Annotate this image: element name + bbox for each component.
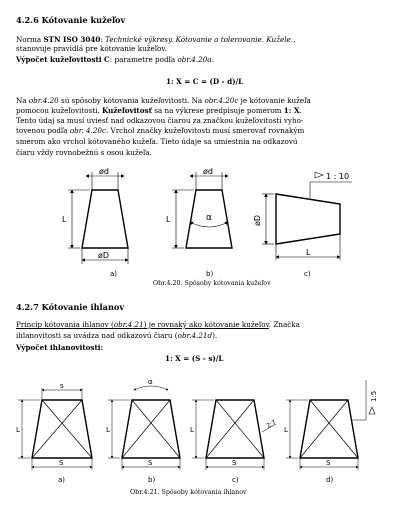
pyramid-view-c	[190, 400, 278, 484]
text-run: : parametre podľa	[109, 55, 178, 64]
text-run: Kužeľovitosť	[102, 106, 152, 115]
pyramid-calculation-label: Výpočet ihlanovitosti:	[16, 343, 104, 352]
text-run: STN ISO 3040	[43, 35, 101, 44]
text-run: . Značka	[268, 320, 300, 329]
dim-alpha-b2: α	[148, 378, 153, 386]
dim-L-d: L	[284, 426, 288, 434]
text-run: čiaru vždy rovnobežnú s osou kužeľa.	[16, 148, 152, 157]
dim-S-d: S	[326, 459, 331, 467]
dim-slope-c: 2:7	[265, 418, 278, 430]
sub-label-a: a)	[110, 270, 118, 278]
sub-label-b: b)	[206, 270, 214, 278]
taper-formula: 1: X = C = (D - d)/L	[166, 77, 244, 86]
text-run: smerom ako vrchol kótovaného kužeľa. Tieto údaje sa umiestnia na odkazovú	[16, 137, 298, 146]
dim-L-b2: L	[106, 426, 110, 434]
dim-S-b: S	[148, 459, 153, 467]
figure-caption-4-20: Obr.4.20. Spôsoby kótovania kužeľov	[153, 280, 271, 287]
pyramid-view-b	[106, 378, 180, 484]
paragraph-line	[16, 126, 304, 135]
text-run: obr. 4.20c	[69, 126, 106, 135]
paragraph-line	[16, 96, 311, 105]
text-run: tovenou podľa	[16, 126, 70, 135]
dim-D-c: øD	[253, 214, 262, 226]
section-heading-cones: 4.2.6 Kótovanie kužeľov	[16, 15, 126, 25]
text-run: Tento údaj sa musí uviesť nad odkazovou čiarou za značkou kužeľovitosti vyho-	[16, 116, 304, 125]
text-run: . Vrchol značky kužeľovitosti musí smerovať rovnakým	[105, 126, 305, 135]
sub-label-a2: a)	[58, 476, 66, 484]
text-run: ) je rovnaký ako kótovanie kužeľov	[143, 320, 269, 329]
cone-view-a	[62, 167, 128, 278]
paragraph-line	[16, 116, 303, 125]
dim-L-a: L	[62, 215, 67, 224]
dim-L-b: L	[166, 215, 171, 224]
figure-caption-4-21: Obr.4.21. Spôsoby kótovania ihlanov	[130, 489, 247, 496]
text-run: je kótovanie kužeľa	[238, 96, 311, 105]
paragraph-line	[16, 331, 217, 340]
sub-label-c2: c)	[232, 476, 239, 484]
sub-label-b2: b)	[148, 476, 156, 484]
text-run: 1: X	[283, 106, 300, 115]
text-run: Výpočet kužeľovitosti C	[16, 55, 110, 64]
dim-S-a: S	[59, 459, 64, 467]
text-run: ihlanovitosti sa uvádza nad odkazovú čiaru (	[16, 331, 178, 340]
sub-label-c: c)	[304, 270, 311, 278]
text-run: pomocou kužeľovitosti.	[16, 106, 103, 115]
text-run: Norma	[16, 35, 44, 44]
dim-D-a: øD	[98, 251, 110, 260]
norm-sentence	[16, 35, 295, 44]
dim-L-c: L	[306, 248, 311, 257]
pyramid-formula: 1: X = (S - s)/L	[165, 354, 224, 363]
pyramid-view-d	[284, 380, 378, 484]
dim-L-c2: L	[190, 426, 194, 434]
dim-S-c: S	[232, 459, 237, 467]
dim-alpha-b: α	[206, 213, 212, 223]
dim-d-b: ød	[203, 167, 213, 176]
text-run: obr.4.21d	[177, 331, 213, 340]
text-run: :	[100, 35, 106, 44]
cone-view-b	[166, 167, 232, 278]
text-run: obr.4.21	[113, 320, 144, 329]
paragraph-line	[16, 148, 152, 157]
text-run: .	[211, 55, 214, 64]
paragraph-line	[16, 320, 300, 329]
cone-dimensioning-figure	[40, 160, 370, 280]
paragraph-line	[16, 106, 302, 115]
text-run: ,	[293, 35, 296, 44]
text-run: obr.4.20	[28, 96, 59, 105]
text-run: sa na výkrese predpisuje pomerom	[151, 106, 284, 115]
text-run: Technické výkresy. Kótovanie a tolerovanie. Kužele.	[105, 35, 294, 44]
paragraph-line	[16, 137, 298, 146]
dim-d-a: ød	[99, 167, 109, 176]
norm-sentence-continuation: stanovuje pravidlá pre kótovanie kužeľov.	[16, 44, 167, 53]
text-run: obr.4.20a	[177, 55, 212, 64]
pyramid-dimensioning-figure	[10, 372, 390, 488]
dim-s-a: s	[60, 382, 64, 390]
taper-calculation-label	[16, 55, 214, 64]
section-heading-pyramids: 4.2.7 Kótovanie ihlanov	[16, 302, 125, 312]
text-run: .	[299, 106, 302, 115]
dim-taper-d: 1:5	[370, 390, 378, 402]
text-run: obr.4.20c	[204, 96, 239, 105]
text-run: Princíp kótovania ihlanov (	[16, 320, 114, 329]
text-run: ).	[212, 331, 218, 340]
pyramid-view-a	[16, 382, 92, 484]
dim-L-a2: L	[16, 426, 20, 434]
sub-label-d: d)	[326, 476, 334, 484]
dim-taper-c: 1 : 10	[326, 172, 350, 181]
cone-view-c	[253, 172, 352, 278]
text-run: sú spôsoby kótovania kužeľovitosti. Na	[58, 96, 205, 105]
text-run: Na	[16, 96, 29, 105]
